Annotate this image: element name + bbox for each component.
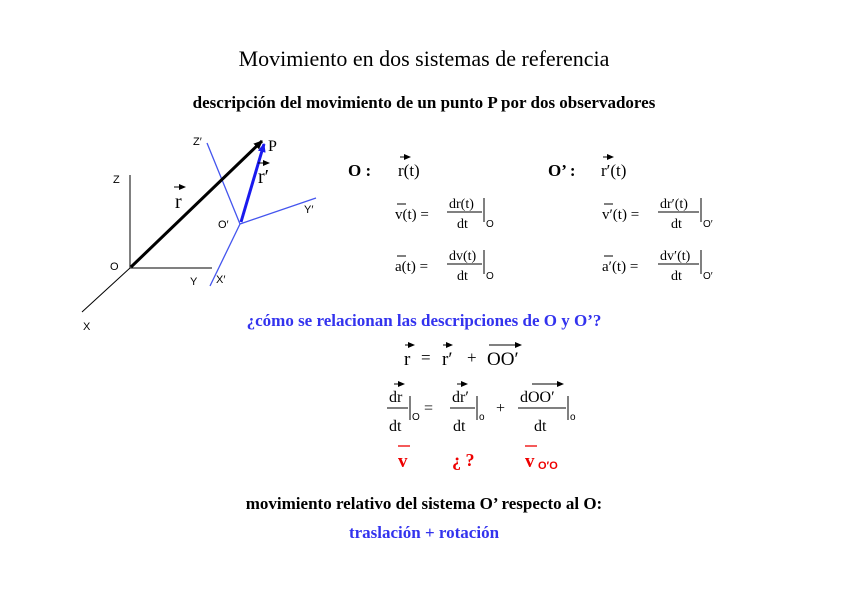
z-prime-axis-label: Z′ xyxy=(193,136,202,148)
o-accel-den: dt xyxy=(457,269,468,284)
vector-r-label: r xyxy=(175,191,182,213)
d1-den: dt xyxy=(389,418,402,435)
d1-num: dr xyxy=(389,389,403,406)
d-eq: = xyxy=(424,400,434,417)
d2-num: dr′ xyxy=(452,389,469,406)
o-prime-position: r′(t) xyxy=(601,161,627,180)
o-prime-velocity-lhs: v′(t) = xyxy=(602,207,640,223)
x-axis-label: X xyxy=(83,321,91,333)
d2-sub: o xyxy=(479,412,485,423)
d-plus: + xyxy=(496,400,506,417)
rel-eq: = xyxy=(421,348,431,367)
relative-motion-text: movimiento relativo del sistema O’ respecto al O: xyxy=(245,494,603,513)
origin-o-label: O xyxy=(110,261,119,273)
z-prime-axis xyxy=(207,143,240,224)
vel-voo-sub: O′O xyxy=(538,460,558,472)
relation-question: ¿cómo se relacionan las descripciones de O y O’? xyxy=(246,311,602,330)
z-axis-label: Z xyxy=(113,174,120,186)
x-axis xyxy=(82,268,130,312)
page-subtitle: descripción del movimiento de un punto P por dos observadores xyxy=(192,93,656,112)
o-accel-num: dv(t) xyxy=(449,249,477,264)
vel-v: v xyxy=(398,451,408,472)
translation-rotation-text: traslación + rotación xyxy=(348,523,500,542)
point-p-label: P xyxy=(268,138,277,155)
o-velocity-num: dr(t) xyxy=(449,197,474,212)
o-prime-velocity-den: dt xyxy=(671,217,682,232)
y-axis-label: Y xyxy=(190,276,198,288)
d3-num: dOO′ xyxy=(520,389,555,406)
page-title: Movimiento en dos sistemas de referencia xyxy=(238,46,610,71)
d3-den: dt xyxy=(534,418,547,435)
observer-o-prime-label: O’ : xyxy=(548,161,576,180)
o-prime-accel-num: dv′(t) xyxy=(660,249,691,264)
o-velocity-lhs: v(t) = xyxy=(395,207,429,223)
o-accel-sub: O xyxy=(486,271,494,282)
vector-r-prime-label: r′ xyxy=(258,166,270,188)
d2-den: dt xyxy=(453,418,466,435)
d3-sub: o xyxy=(570,412,576,423)
o-prime-velocity-sub: O′ xyxy=(703,219,713,230)
o-prime-accel-lhs: a′(t) = xyxy=(602,259,639,275)
rel-r: r xyxy=(404,349,411,370)
o-velocity-den: dt xyxy=(457,217,468,232)
vel-question: ¿ ? xyxy=(452,450,475,470)
x-prime-axis-label: X′ xyxy=(216,274,226,286)
rel-oo-prime: OO′ xyxy=(487,349,519,370)
vector-r xyxy=(131,141,262,267)
o-velocity-sub: O xyxy=(486,219,494,230)
o-prime-velocity-num: dr′(t) xyxy=(660,197,688,212)
o-prime-accel-sub: O′ xyxy=(703,271,713,282)
rel-r-prime: r′ xyxy=(442,349,453,370)
observer-o-label: O : xyxy=(348,161,372,180)
vel-voo: v xyxy=(525,451,535,472)
origin-o-prime-label: O′ xyxy=(218,219,229,231)
o-accel-lhs: a(t) = xyxy=(395,259,429,275)
o-prime-accel-den: dt xyxy=(671,269,682,284)
rel-plus: + xyxy=(467,348,477,367)
d1-sub: O xyxy=(412,412,420,423)
o-position: r(t) xyxy=(398,161,420,180)
y-prime-axis-label: Y′ xyxy=(304,204,314,216)
